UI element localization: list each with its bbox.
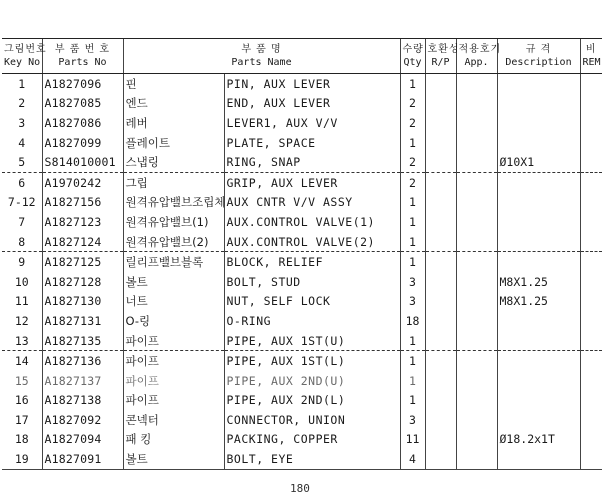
cell-code: A1827124 (42, 232, 123, 252)
cell-app (456, 74, 497, 94)
cell-kr: 파이프 (123, 371, 224, 391)
cell-desc (497, 212, 580, 232)
cell-rp (425, 351, 456, 371)
cell-app (456, 133, 497, 153)
cell-qty: 1 (400, 252, 425, 272)
cell-qty: 3 (400, 272, 425, 292)
cell-key: 10 (14, 274, 29, 289)
cell-key: 14 (2, 351, 42, 371)
cell-rp (425, 74, 456, 94)
cell-rem (580, 371, 602, 391)
cell-code: A1827099 (42, 133, 123, 153)
cell-key: 13 (14, 333, 29, 348)
cell-desc: M8X1.25 (497, 292, 580, 312)
header-app: 적용호기 App. (456, 39, 497, 74)
cell-code: A1827131 (42, 311, 123, 331)
cell-desc (497, 331, 580, 351)
cell-name: RING, SNAP (224, 152, 400, 172)
cell-rem (580, 152, 602, 172)
cell-code: A1827094 (42, 430, 123, 450)
header-remarks: 비 REM (580, 39, 602, 74)
cell-app (456, 331, 497, 351)
cell-rp (425, 292, 456, 312)
cell-desc (497, 311, 580, 331)
cell-name: END, AUX LEVER (224, 94, 400, 114)
cell-qty: 2 (400, 152, 425, 172)
cell-desc: Ø10X1 (497, 152, 580, 172)
cell-qty: 1 (400, 232, 425, 252)
cell-kr: 엔드 (123, 94, 224, 114)
cell-key: 15 (14, 373, 29, 388)
table-row (2, 410, 602, 430)
cell-name: GRIP, AUX LEVER (224, 172, 400, 192)
cell-rem (580, 193, 602, 213)
cell-name: PIN, AUX LEVER (224, 74, 400, 94)
cell-rem (580, 94, 602, 114)
cell-qty: 3 (400, 410, 425, 430)
cell-app (456, 252, 497, 272)
cell-key: 11 (14, 294, 29, 309)
table-row (2, 172, 602, 192)
cell-rem (580, 430, 602, 450)
page-number: 180 (290, 482, 310, 495)
cell-app (456, 193, 497, 213)
cell-qty: 2 (400, 172, 425, 192)
cell-code: S814010001 (42, 152, 123, 172)
cell-kr: 원격유압밸브(1) (123, 212, 224, 232)
table-row (2, 94, 602, 114)
cell-key: 18 (14, 432, 29, 447)
cell-desc (497, 449, 580, 469)
cell-key: 7 (18, 214, 26, 229)
cell-desc (497, 252, 580, 272)
cell-code: A1827128 (42, 272, 123, 292)
table-row (2, 193, 602, 213)
cell-rem (580, 391, 602, 411)
cell-kr: 그립 (123, 172, 224, 192)
cell-rp (425, 252, 456, 272)
cell-desc (497, 133, 580, 153)
cell-app (456, 371, 497, 391)
header-qty: 수량 Qty (400, 39, 425, 74)
cell-rem (580, 172, 602, 192)
cell-qty: 18 (400, 311, 425, 331)
cell-rem (580, 311, 602, 331)
cell-qty: 1 (400, 371, 425, 391)
cell-desc (497, 232, 580, 252)
cell-name: AUX CNTR V/V ASSY (224, 193, 400, 213)
cell-desc (497, 74, 580, 94)
cell-rp (425, 232, 456, 252)
cell-kr: 핀 (123, 74, 224, 94)
cell-app (456, 391, 497, 411)
cell-app (456, 351, 497, 371)
cell-rp (425, 391, 456, 411)
cell-kr: 원격유압밸브조립체 (123, 193, 224, 213)
cell-name: PIPE, AUX 1ST(L) (224, 351, 400, 371)
cell-qty: 3 (400, 292, 425, 312)
cell-rem (580, 410, 602, 430)
parts-table (2, 38, 602, 470)
cell-rem (580, 351, 602, 371)
cell-desc (497, 391, 580, 411)
cell-key: 8 (18, 234, 26, 249)
header-rp: 호환성 R/P (425, 39, 456, 74)
cell-rp (425, 193, 456, 213)
table-row (2, 311, 602, 331)
cell-rp (425, 94, 456, 114)
cell-qty: 1 (400, 331, 425, 351)
cell-code: A1827085 (42, 94, 123, 114)
cell-kr: 스냅링 (123, 152, 224, 172)
cell-rp (425, 410, 456, 430)
cell-name: BOLT, STUD (224, 272, 400, 292)
cell-rp (425, 311, 456, 331)
cell-rp (425, 449, 456, 469)
cell-qty: 1 (400, 74, 425, 94)
header-parts-no: 부 품 번 호 Parts No (42, 39, 123, 74)
cell-app (456, 410, 497, 430)
cell-rp (425, 172, 456, 192)
cell-key: 1 (18, 76, 26, 91)
cell-app (456, 172, 497, 192)
cell-rp (425, 212, 456, 232)
cell-name: PIPE, AUX 2ND(U) (224, 371, 400, 391)
cell-name: LEVER1, AUX V/V (224, 113, 400, 133)
table-row (2, 331, 602, 351)
header-row (2, 39, 602, 74)
cell-app (456, 449, 497, 469)
cell-name: O-RING (224, 311, 400, 331)
cell-app (456, 430, 497, 450)
cell-rem (580, 113, 602, 133)
cell-name: PIPE, AUX 1ST(U) (224, 331, 400, 351)
cell-code: A1827130 (42, 292, 123, 312)
cell-qty: 11 (400, 430, 425, 450)
cell-desc (497, 351, 580, 371)
cell-key: 9 (2, 252, 42, 272)
cell-kr: 릴리프밸브블록 (123, 252, 224, 272)
cell-name: PIPE, AUX 2ND(L) (224, 391, 400, 411)
cell-rp (425, 272, 456, 292)
cell-kr: 콘넥터 (123, 410, 224, 430)
cell-code: A1827137 (42, 371, 123, 391)
cell-rp (425, 371, 456, 391)
header-parts-name: 부 품 명 Parts Name (123, 39, 400, 74)
table-row (2, 272, 602, 292)
table-row (2, 252, 602, 272)
cell-code: A1827086 (42, 113, 123, 133)
cell-desc (497, 94, 580, 114)
cell-app (456, 232, 497, 252)
cell-qty: 2 (400, 94, 425, 114)
cell-kr: 볼트 (123, 449, 224, 469)
table-row (2, 212, 602, 232)
cell-code: A1827138 (42, 391, 123, 411)
cell-code: A1827156 (42, 193, 123, 213)
cell-rp (425, 133, 456, 153)
cell-code: A1827091 (42, 449, 123, 469)
cell-name: CONNECTOR, UNION (224, 410, 400, 430)
table-row (2, 371, 602, 391)
cell-rem (580, 331, 602, 351)
table-row (2, 74, 602, 94)
cell-name: PACKING, COPPER (224, 430, 400, 450)
cell-rem (580, 252, 602, 272)
cell-key: 19 (2, 449, 42, 469)
cell-qty: 1 (400, 133, 425, 153)
cell-app (456, 272, 497, 292)
cell-app (456, 152, 497, 172)
cell-code: A1827096 (42, 74, 123, 94)
cell-rem (580, 272, 602, 292)
cell-name: BLOCK, RELIEF (224, 252, 400, 272)
cell-code: A1827135 (42, 331, 123, 351)
cell-key: 2 (18, 96, 26, 111)
table-row (2, 152, 602, 172)
cell-rp (425, 152, 456, 172)
cell-app (456, 113, 497, 133)
cell-app (456, 212, 497, 232)
table-row (2, 113, 602, 133)
cell-rem (580, 232, 602, 252)
cell-qty: 1 (400, 193, 425, 213)
cell-app (456, 311, 497, 331)
cell-kr: 볼트 (123, 272, 224, 292)
cell-desc: Ø18.2x1T (497, 430, 580, 450)
cell-qty: 2 (400, 113, 425, 133)
table-row (2, 232, 602, 252)
cell-code: A1827123 (42, 212, 123, 232)
table-row (2, 430, 602, 450)
cell-rem (580, 74, 602, 94)
cell-key: 5 (18, 155, 26, 170)
cell-app (456, 292, 497, 312)
cell-name: AUX.CONTROL VALVE(1) (224, 212, 400, 232)
cell-qty: 1 (400, 351, 425, 371)
cell-kr: O-링 (123, 311, 224, 331)
cell-name: AUX.CONTROL VALVE(2) (224, 232, 400, 252)
cell-key: 12 (14, 313, 29, 328)
cell-code: A1970242 (42, 172, 123, 192)
header-key: 그림번호 Key No (2, 39, 42, 74)
cell-desc (497, 172, 580, 192)
cell-kr: 플레이트 (123, 133, 224, 153)
cell-desc (497, 371, 580, 391)
cell-name: PLATE, SPACE (224, 133, 400, 153)
cell-desc (497, 410, 580, 430)
table-row (2, 292, 602, 312)
cell-key: 6 (2, 172, 42, 192)
header-description: 규 격 Description (497, 39, 580, 74)
cell-kr: 파이프 (123, 331, 224, 351)
cell-kr: 원격유압밸브(2) (123, 232, 224, 252)
cell-key: 17 (14, 412, 29, 427)
cell-rp (425, 430, 456, 450)
cell-qty: 4 (400, 449, 425, 469)
cell-key: 3 (18, 115, 26, 130)
cell-name: NUT, SELF LOCK (224, 292, 400, 312)
cell-rem (580, 133, 602, 153)
cell-kr: 패 킹 (123, 430, 224, 450)
cell-desc: M8X1.25 (497, 272, 580, 292)
cell-rem (580, 212, 602, 232)
cell-rp (425, 331, 456, 351)
cell-rem (580, 292, 602, 312)
cell-key: 7-12 (7, 195, 36, 210)
table-row (2, 351, 602, 371)
table-row (2, 133, 602, 153)
cell-app (456, 94, 497, 114)
cell-qty: 1 (400, 212, 425, 232)
cell-qty: 1 (400, 391, 425, 411)
cell-kr: 파이프 (123, 351, 224, 371)
cell-desc (497, 193, 580, 213)
cell-kr: 레버 (123, 113, 224, 133)
table-row (2, 449, 602, 469)
cell-key: 4 (18, 135, 26, 150)
table-row (2, 391, 602, 411)
cell-code: A1827125 (42, 252, 123, 272)
cell-kr: 파이프 (123, 391, 224, 411)
cell-key: 16 (14, 393, 29, 408)
cell-desc (497, 113, 580, 133)
cell-rp (425, 113, 456, 133)
cell-code: A1827092 (42, 410, 123, 430)
cell-kr: 너트 (123, 292, 224, 312)
cell-name: BOLT, EYE (224, 449, 400, 469)
cell-code: A1827136 (42, 351, 123, 371)
cell-rem (580, 449, 602, 469)
